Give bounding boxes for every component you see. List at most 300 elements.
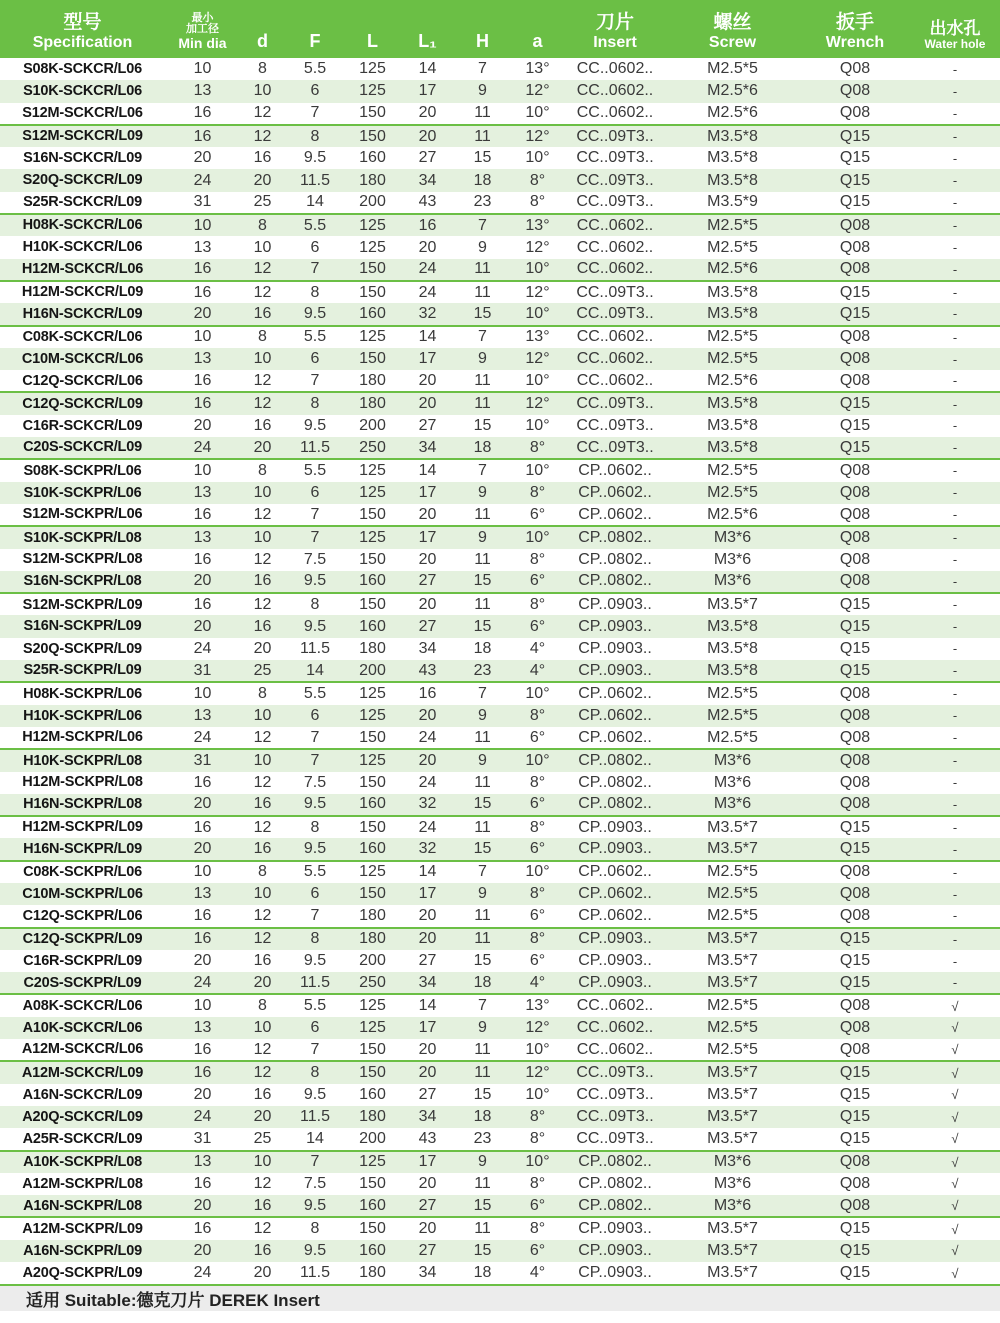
cell-min_dia: 16 bbox=[193, 550, 212, 568]
cell-spec: H12M-SCKCR/L09 bbox=[21, 284, 144, 301]
table-row bbox=[0, 772, 1000, 794]
cell-l: 180 bbox=[359, 395, 386, 413]
cell-d: 12 bbox=[253, 1064, 272, 1081]
cell-wrench: Q08 bbox=[839, 238, 871, 256]
cell-h: 7 bbox=[478, 328, 487, 346]
table-row bbox=[0, 883, 1000, 905]
cell-l: 180 bbox=[359, 171, 386, 189]
cell-screw: M3.5*9 bbox=[665, 192, 800, 214]
table-row bbox=[0, 1084, 1000, 1106]
cell-l1: 20 bbox=[400, 370, 455, 392]
cell-screw: M3.5*7 bbox=[707, 595, 758, 613]
cell-f: 8 bbox=[310, 127, 320, 145]
cell-spec: A20Q-SCKCR/L09 bbox=[22, 1108, 143, 1125]
cell-f: 7 bbox=[310, 528, 320, 546]
cell-min_dia: 16 bbox=[165, 1039, 240, 1061]
cell-wrench: Q08 bbox=[839, 1153, 871, 1171]
cell-h: 9 bbox=[478, 706, 487, 724]
cell-screw: M2.5*5 bbox=[665, 905, 800, 927]
cell-a: 8° bbox=[529, 1220, 546, 1238]
cell-screw: M3.5*8 bbox=[665, 303, 800, 325]
cell-l: 150 bbox=[359, 550, 386, 568]
cell-d: 8 bbox=[258, 461, 267, 479]
table-row bbox=[0, 236, 1000, 258]
cell-water: √ bbox=[951, 1265, 959, 1281]
col-header-wrench-zh: 扳手 bbox=[835, 12, 874, 34]
table-row bbox=[0, 682, 1000, 704]
cell-f: 9.5 bbox=[285, 794, 345, 816]
cell-min_dia: 31 bbox=[165, 1128, 240, 1150]
cell-h: 9 bbox=[478, 528, 487, 546]
table-row bbox=[0, 169, 1000, 191]
cell-insert: CP..0602.. bbox=[578, 684, 652, 702]
cell-a: 10° bbox=[510, 259, 565, 281]
cell-d: 25 bbox=[240, 1128, 285, 1150]
table-row bbox=[0, 58, 1000, 80]
cell-f: 9.5 bbox=[303, 416, 327, 434]
cell-insert: CC..0602.. bbox=[576, 328, 654, 346]
cell-a: 10° bbox=[525, 1085, 550, 1103]
cell-screw: M2.5*5 bbox=[707, 863, 758, 881]
cell-water: √ bbox=[951, 1176, 959, 1192]
cell-l: 125 bbox=[359, 216, 386, 234]
cell-d: 16 bbox=[240, 838, 285, 860]
cell-insert: CP..0802.. bbox=[565, 794, 665, 816]
cell-l1: 24 bbox=[418, 773, 437, 791]
cell-d: 10 bbox=[253, 706, 272, 724]
cell-min_dia: 20 bbox=[165, 303, 240, 325]
cell-d: 12 bbox=[240, 1039, 285, 1061]
table-row bbox=[0, 593, 1000, 615]
cell-l: 125 bbox=[359, 528, 386, 546]
cell-water: √ bbox=[951, 998, 959, 1014]
cell-wrench: Q15 bbox=[800, 838, 910, 860]
cell-l: 125 bbox=[359, 461, 386, 479]
cell-insert: CC..0602.. bbox=[565, 1039, 665, 1061]
cell-screw: M2.5*5 bbox=[707, 483, 758, 501]
cell-h: 11 bbox=[474, 283, 491, 301]
cell-h: 9 bbox=[478, 1018, 487, 1036]
cell-min_dia: 10 bbox=[193, 328, 212, 346]
cell-min_dia: 24 bbox=[165, 972, 240, 994]
cell-min_dia: 24 bbox=[165, 437, 240, 459]
cell-wrench: Q08 bbox=[800, 103, 910, 125]
cell-wrench: Q15 bbox=[839, 1085, 871, 1103]
cell-screw: M2.5*5 bbox=[707, 216, 758, 234]
cell-water: - bbox=[952, 820, 958, 836]
table-row bbox=[0, 794, 1000, 816]
cell-spec: H08K-SCKPR/L06 bbox=[23, 685, 142, 702]
cell-h: 11 bbox=[474, 1174, 491, 1192]
cell-l: 125 bbox=[359, 328, 386, 346]
cell-water: - bbox=[910, 103, 1000, 125]
cell-l1: 34 bbox=[418, 639, 437, 657]
cell-screw: M2.5*5 bbox=[707, 706, 758, 724]
cell-f: 5.5 bbox=[303, 328, 327, 346]
cell-a: 10° bbox=[525, 863, 550, 881]
cell-wrench: Q15 bbox=[839, 930, 871, 948]
cell-l1: 14 bbox=[418, 328, 437, 346]
cell-l1: 16 bbox=[418, 684, 437, 702]
table-row bbox=[0, 192, 1000, 214]
col-header-h: H bbox=[455, 0, 510, 58]
cell-spec: H12M-SCKPR/L09 bbox=[22, 819, 143, 836]
cell-min_dia: 10 bbox=[193, 216, 212, 234]
cell-insert: CP..0903.. bbox=[578, 930, 652, 948]
cell-insert: CC..09T3.. bbox=[565, 303, 665, 325]
cell-screw: M2.5*5 bbox=[707, 238, 758, 256]
cell-a: 10° bbox=[510, 370, 565, 392]
cell-wrench: Q08 bbox=[839, 863, 871, 881]
cell-f: 7.5 bbox=[303, 550, 327, 568]
cell-min_dia: 24 bbox=[193, 639, 212, 657]
cell-min_dia: 10 bbox=[193, 60, 212, 78]
cell-d: 8 bbox=[258, 863, 267, 881]
cell-a: 10° bbox=[525, 528, 550, 546]
cell-screw: M3.5*7 bbox=[707, 818, 758, 836]
cell-d: 10 bbox=[253, 238, 272, 256]
cell-min_dia: 24 bbox=[193, 1108, 212, 1126]
cell-d: 10 bbox=[253, 1018, 272, 1036]
cell-min_dia: 16 bbox=[165, 259, 240, 281]
cell-spec: H12M-SCKCR/L06 bbox=[0, 259, 165, 281]
cell-spec: S12M-SCKPR/L06 bbox=[0, 504, 165, 526]
cell-spec: C12Q-SCKPR/L09 bbox=[22, 930, 143, 947]
cell-h: 18 bbox=[455, 972, 510, 994]
cell-l: 160 bbox=[345, 571, 400, 593]
cell-l1: 17 bbox=[418, 82, 437, 100]
cell-h: 15 bbox=[473, 149, 492, 167]
cell-min_dia: 16 bbox=[165, 504, 240, 526]
cell-insert: CP..0903.. bbox=[565, 838, 665, 860]
cell-h: 11 bbox=[455, 905, 510, 927]
cell-water: - bbox=[952, 150, 958, 166]
cell-l1: 20 bbox=[418, 751, 437, 769]
cell-min_dia: 16 bbox=[193, 1174, 212, 1192]
cell-l1: 27 bbox=[418, 952, 437, 970]
cell-l: 125 bbox=[359, 684, 386, 702]
cell-h: 7 bbox=[478, 461, 487, 479]
cell-l: 125 bbox=[359, 1153, 386, 1171]
col-header-a: a bbox=[510, 0, 565, 58]
cell-h: 18 bbox=[473, 1264, 492, 1282]
cell-l: 180 bbox=[359, 1264, 386, 1282]
cell-l1: 20 bbox=[418, 1220, 437, 1238]
cell-water: - bbox=[910, 838, 1000, 860]
cell-l1: 32 bbox=[400, 838, 455, 860]
cell-insert: CP..0602.. bbox=[578, 863, 652, 881]
cell-wrench: Q15 bbox=[839, 617, 871, 635]
cell-a: 8° bbox=[529, 595, 546, 613]
cell-min_dia: 20 bbox=[193, 1241, 212, 1259]
cell-water: - bbox=[952, 173, 958, 189]
cell-l1: 32 bbox=[400, 303, 455, 325]
cell-h: 9 bbox=[478, 82, 487, 100]
cell-f: 7 bbox=[285, 370, 345, 392]
cell-water: - bbox=[910, 571, 1000, 593]
cell-spec: S25R-SCKCR/L09 bbox=[0, 192, 165, 214]
cell-f: 11.5 bbox=[300, 171, 330, 189]
cell-wrench: Q08 bbox=[839, 1174, 871, 1192]
cell-min_dia: 13 bbox=[193, 528, 212, 546]
cell-d: 16 bbox=[240, 794, 285, 816]
cell-wrench: Q15 bbox=[839, 1108, 871, 1126]
cell-l: 150 bbox=[359, 1174, 386, 1192]
cell-water: - bbox=[952, 864, 958, 880]
cell-wrench: Q15 bbox=[800, 437, 910, 459]
table-row bbox=[0, 125, 1000, 147]
cell-f: 14 bbox=[285, 660, 345, 682]
cell-l1: 24 bbox=[400, 727, 455, 749]
cell-a: 4° bbox=[529, 1264, 546, 1282]
cell-screw: M3.5*7 bbox=[707, 952, 758, 970]
cell-water: - bbox=[952, 708, 958, 724]
cell-d: 16 bbox=[240, 571, 285, 593]
cell-insert: CC..0602.. bbox=[565, 259, 665, 281]
cell-insert: CC..09T3.. bbox=[576, 1064, 654, 1081]
cell-f: 14 bbox=[285, 192, 345, 214]
cell-water: - bbox=[952, 329, 958, 345]
cell-min_dia: 10 bbox=[193, 997, 212, 1015]
cell-min_dia: 10 bbox=[193, 684, 212, 702]
cell-d: 12 bbox=[240, 727, 285, 749]
cell-l1: 20 bbox=[400, 504, 455, 526]
cell-h: 11 bbox=[455, 504, 510, 526]
cell-wrench: Q08 bbox=[839, 528, 871, 546]
cell-l: 150 bbox=[359, 773, 386, 791]
cell-wrench: Q15 bbox=[839, 1220, 871, 1238]
cell-d: 16 bbox=[240, 303, 285, 325]
cell-screw: M2.5*5 bbox=[665, 727, 800, 749]
cell-wrench: Q08 bbox=[839, 483, 871, 501]
cell-a: 8° bbox=[529, 818, 546, 836]
cell-water: - bbox=[952, 775, 958, 791]
cell-water: - bbox=[952, 396, 958, 412]
col-header-insert-zh: 刀片 bbox=[595, 12, 634, 34]
cell-d: 10 bbox=[253, 483, 272, 501]
cell-screw: M3.5*7 bbox=[707, 1064, 758, 1081]
cell-h: 9 bbox=[478, 350, 487, 367]
cell-a: 8° bbox=[529, 706, 546, 724]
cell-l: 250 bbox=[345, 972, 400, 994]
cell-water: - bbox=[910, 660, 1000, 682]
cell-wrench: Q15 bbox=[800, 660, 910, 682]
cell-min_dia: 16 bbox=[193, 1064, 212, 1081]
cell-water: - bbox=[952, 753, 958, 769]
cell-h: 11 bbox=[474, 1220, 491, 1238]
cell-wrench: Q15 bbox=[839, 818, 871, 836]
cell-water: √ bbox=[951, 1221, 959, 1237]
cell-l1: 16 bbox=[418, 216, 437, 234]
cell-screw: M3.5*8 bbox=[665, 437, 800, 459]
cell-wrench: Q08 bbox=[839, 751, 871, 769]
cell-water: - bbox=[910, 303, 1000, 325]
cell-a: 4° bbox=[529, 639, 546, 657]
cell-insert: CC..09T3.. bbox=[576, 149, 654, 167]
table-row bbox=[0, 526, 1000, 548]
cell-wrench: Q08 bbox=[839, 328, 871, 346]
cell-spec: C20S-SCKPR/L09 bbox=[0, 972, 165, 994]
cell-l1: 20 bbox=[400, 1039, 455, 1061]
cell-min_dia: 20 bbox=[165, 1195, 240, 1217]
cell-l: 125 bbox=[359, 1018, 386, 1036]
cell-spec: A20Q-SCKPR/L09 bbox=[22, 1264, 143, 1281]
cell-min_dia: 20 bbox=[193, 1085, 212, 1103]
cell-f: 7 bbox=[285, 259, 345, 281]
col-header-wrench bbox=[800, 0, 910, 58]
table-row bbox=[0, 549, 1000, 571]
cell-min_dia: 24 bbox=[193, 1264, 212, 1282]
col-header-water-hole-en: Water hole bbox=[924, 37, 986, 52]
cell-d: 8 bbox=[258, 997, 267, 1015]
cell-screw: M3*6 bbox=[713, 751, 752, 769]
cell-min_dia: 16 bbox=[193, 818, 212, 836]
cell-screw: M2.5*6 bbox=[665, 103, 800, 125]
cell-insert: CC..0602.. bbox=[576, 216, 654, 234]
col-header-insert-en: Insert bbox=[593, 33, 637, 51]
cell-water: - bbox=[910, 437, 1000, 459]
cell-insert: CC..09T3.. bbox=[565, 437, 665, 459]
cell-spec: A16N-SCKPR/L09 bbox=[23, 1242, 142, 1259]
cell-spec: C10M-SCKCR/L06 bbox=[21, 350, 144, 367]
cell-water: - bbox=[910, 192, 1000, 214]
cell-a: 13° bbox=[525, 328, 550, 346]
cell-a: 10° bbox=[510, 303, 565, 325]
cell-a: 12° bbox=[525, 82, 550, 100]
cell-h: 7 bbox=[478, 863, 487, 881]
cell-h: 15 bbox=[455, 571, 510, 593]
cell-water: - bbox=[952, 886, 958, 902]
cell-h: 11 bbox=[455, 103, 510, 125]
cell-l: 125 bbox=[359, 997, 386, 1015]
suitable-note-text: 适用 Suitable:德克刀片 DEREK Insert bbox=[26, 1291, 320, 1311]
table-row bbox=[0, 1039, 1000, 1061]
cell-l1: 34 bbox=[418, 171, 437, 189]
table-row bbox=[0, 415, 1000, 437]
cell-screw: M2.5*5 bbox=[665, 1039, 800, 1061]
cell-water: - bbox=[952, 83, 958, 99]
cell-spec: S20Q-SCKPR/L09 bbox=[23, 640, 142, 657]
cell-spec: C10M-SCKPR/L06 bbox=[22, 885, 143, 902]
cell-insert: CC..0602.. bbox=[565, 103, 665, 125]
table-row bbox=[0, 838, 1000, 860]
table-row bbox=[0, 1173, 1000, 1195]
table-row bbox=[0, 214, 1000, 236]
cell-d: 8 bbox=[258, 684, 267, 702]
cell-insert: CP..0802.. bbox=[565, 571, 665, 593]
table-row bbox=[0, 950, 1000, 972]
col-header-water-hole-zh: 出水孔 bbox=[929, 18, 981, 38]
cell-h: 15 bbox=[455, 303, 510, 325]
cell-f: 11.5 bbox=[300, 1264, 330, 1282]
cell-a: 8° bbox=[529, 885, 546, 903]
cell-wrench: Q15 bbox=[839, 595, 871, 613]
cell-f: 8 bbox=[310, 930, 320, 948]
cell-min_dia: 24 bbox=[193, 171, 212, 189]
cell-l: 150 bbox=[359, 127, 386, 145]
cell-wrench: Q15 bbox=[839, 1241, 871, 1259]
table-row bbox=[0, 816, 1000, 838]
cell-l: 200 bbox=[345, 192, 400, 214]
cell-f: 5.5 bbox=[303, 863, 327, 881]
table-row bbox=[0, 392, 1000, 414]
cell-water: - bbox=[952, 597, 958, 613]
cell-screw: M3.5*8 bbox=[707, 617, 758, 635]
cell-wrench: Q15 bbox=[839, 171, 871, 189]
cell-l: 150 bbox=[359, 1064, 386, 1081]
cell-f: 9.5 bbox=[303, 1085, 327, 1103]
cell-l1: 20 bbox=[400, 103, 455, 125]
cell-screw: M2.5*5 bbox=[707, 1018, 758, 1036]
cell-screw: M3.5*7 bbox=[665, 972, 800, 994]
cell-h: 15 bbox=[455, 1195, 510, 1217]
cell-a: 8° bbox=[510, 1128, 565, 1150]
cell-d: 12 bbox=[253, 1220, 272, 1238]
col-header-specification bbox=[0, 0, 165, 58]
cell-a: 10° bbox=[525, 1153, 550, 1171]
cell-f: 6 bbox=[310, 238, 320, 256]
cell-min_dia: 20 bbox=[193, 952, 212, 970]
cell-l: 250 bbox=[345, 437, 400, 459]
cell-d: 12 bbox=[253, 283, 272, 301]
cell-h: 15 bbox=[455, 794, 510, 816]
cell-screw: M2.5*5 bbox=[707, 328, 758, 346]
table-row bbox=[0, 1217, 1000, 1239]
cell-h: 18 bbox=[473, 639, 492, 657]
cell-f: 8 bbox=[310, 395, 320, 413]
cell-min_dia: 13 bbox=[193, 1153, 212, 1171]
cell-l1: 20 bbox=[418, 595, 437, 613]
cell-h: 11 bbox=[474, 395, 491, 413]
cell-f: 8 bbox=[310, 595, 320, 613]
col-header-min-dia-en: Min dia bbox=[178, 34, 227, 51]
table-row bbox=[0, 259, 1000, 281]
cell-screw: M3.5*8 bbox=[707, 171, 758, 189]
cell-spec: S10K-SCKCR/L06 bbox=[23, 83, 142, 100]
cell-l: 125 bbox=[359, 706, 386, 724]
cell-l1: 14 bbox=[418, 461, 437, 479]
cell-l1: 14 bbox=[418, 60, 437, 78]
cell-spec: A10K-SCKCR/L06 bbox=[22, 1019, 143, 1036]
cell-l: 160 bbox=[359, 1085, 386, 1103]
cell-l1: 24 bbox=[418, 283, 437, 301]
table-row bbox=[0, 705, 1000, 727]
cell-spec: A16N-SCKPR/L08 bbox=[0, 1195, 165, 1217]
cell-min_dia: 16 bbox=[193, 773, 212, 791]
cell-min_dia: 20 bbox=[193, 617, 212, 635]
cell-h: 18 bbox=[473, 1108, 492, 1126]
cell-water: - bbox=[952, 530, 958, 546]
cell-insert: CP..0802.. bbox=[578, 751, 652, 769]
cell-insert: CP..0903.. bbox=[578, 639, 652, 657]
cell-insert: CC..09T3.. bbox=[576, 283, 654, 301]
cell-insert: CP..0903.. bbox=[565, 972, 665, 994]
table-row bbox=[0, 482, 1000, 504]
cell-l1: 34 bbox=[400, 972, 455, 994]
cell-a: 10° bbox=[525, 751, 550, 769]
cell-wrench: Q08 bbox=[839, 885, 871, 903]
cell-insert: CC..0602.. bbox=[576, 60, 654, 78]
cell-screw: M2.5*5 bbox=[707, 997, 758, 1015]
cell-min_dia: 24 bbox=[165, 727, 240, 749]
cell-insert: CC..0602.. bbox=[576, 82, 654, 100]
cell-screw: M3.5*8 bbox=[707, 416, 758, 434]
cell-l: 150 bbox=[359, 283, 386, 301]
cell-d: 16 bbox=[240, 1195, 285, 1217]
cell-screw: M3.5*8 bbox=[707, 395, 758, 413]
cell-d: 12 bbox=[253, 127, 272, 145]
cell-a: 6° bbox=[529, 952, 546, 970]
